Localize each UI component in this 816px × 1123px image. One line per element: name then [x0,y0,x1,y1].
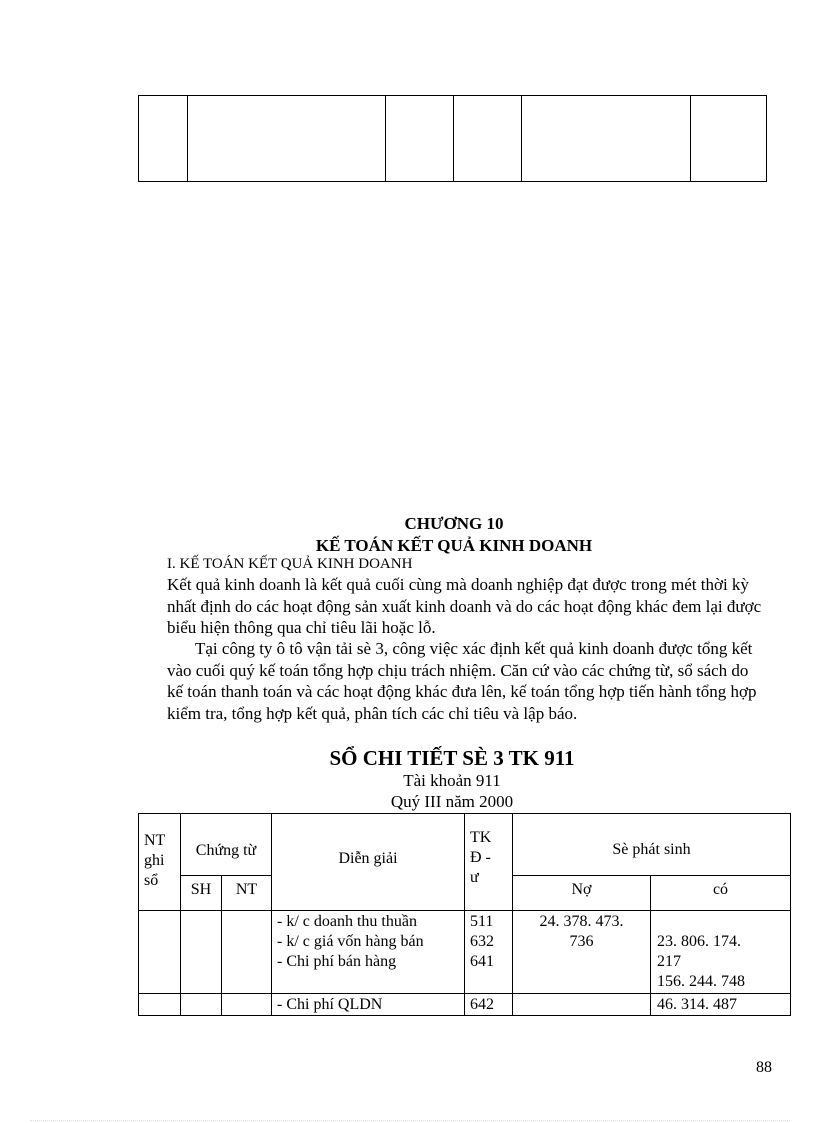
header-chung-tu: Chứng từ [195,842,257,859]
header-nt-ghi-so: NT ghi sổ [144,832,166,889]
chapter-number: CHƯƠNG 10 [404,514,504,533]
empty-cell [386,96,454,182]
header-no: Nợ [571,881,592,898]
header-co: có [712,881,729,898]
header-so-phat-sinh: Sè phát sinh [612,841,691,858]
empty-cell [522,96,691,182]
header-tkdu: TK Đ - ư [470,829,492,886]
header-nt: NT [235,881,258,898]
paragraph: Tại công ty ô tô vận tải sè 3, công việc xác định kết quả kinh doanh được tổng kết vào cuối quý kế toán tổng hợp chịu trách nhiệm. Căn cứ vào các chứng từ, sổ sách do kế toán thanh toán và các hoạt động khác đưa lên, kế toán tổng hợp tiến hành tổng hợp kiểm tra, tổng hợp kết quả, phân tích các chỉ tiêu và lập báo. [167,639,757,723]
row1-tkdu: 511 632 641 [470,913,494,970]
empty-cell [188,96,386,182]
empty-cell [691,96,767,182]
ledger-account: Tài khoản 911 [403,771,501,790]
ledger-period: Quý III năm 2000 [390,792,514,811]
row1-dien-giai: - k/ c doanh thu thuần - k/ c giá vốn hàng bán - Chi phí bán hàng [277,913,424,970]
empty-table-fragment [138,95,767,182]
ledger-table [138,813,791,1016]
row2-dien-giai: - Chi phí QLDN [277,996,383,1013]
page-number: 88 [756,1059,772,1076]
row2-co: 46. 314. 487 [657,996,737,1013]
ledger-title: SỔ CHI TIẾT SÈ 3 TK 911 [329,746,575,770]
section-heading: I. KẾ TOÁN KẾT QUẢ KINH DOANH [167,556,413,572]
row1-no: 24. 378. 473. 736 [539,913,624,950]
empty-cell [454,96,522,182]
header-sh: SH [190,881,212,898]
empty-cell [139,96,188,182]
paragraph: Kết quả kinh doanh là kết quả cuối cùng mà doanh nghiệp đạt được trong mét thời kỳ nhất định do các hoạt động sản xuất kinh doanh và do các hoạt động khác đem lại được biểu hiện thông qua chỉ tiêu lãi hoặc lỗ. [167,575,762,637]
chapter-title: KẾ TOÁN KẾT QUẢ KINH DOANH [315,536,593,555]
row1-co: 23. 806. 174. 217 156. 244. 748 [657,933,745,990]
row2-tkdu: 642 [470,996,494,1013]
header-dien-giai: Diễn giải [338,850,398,867]
page-bottom-divider [30,1120,790,1121]
